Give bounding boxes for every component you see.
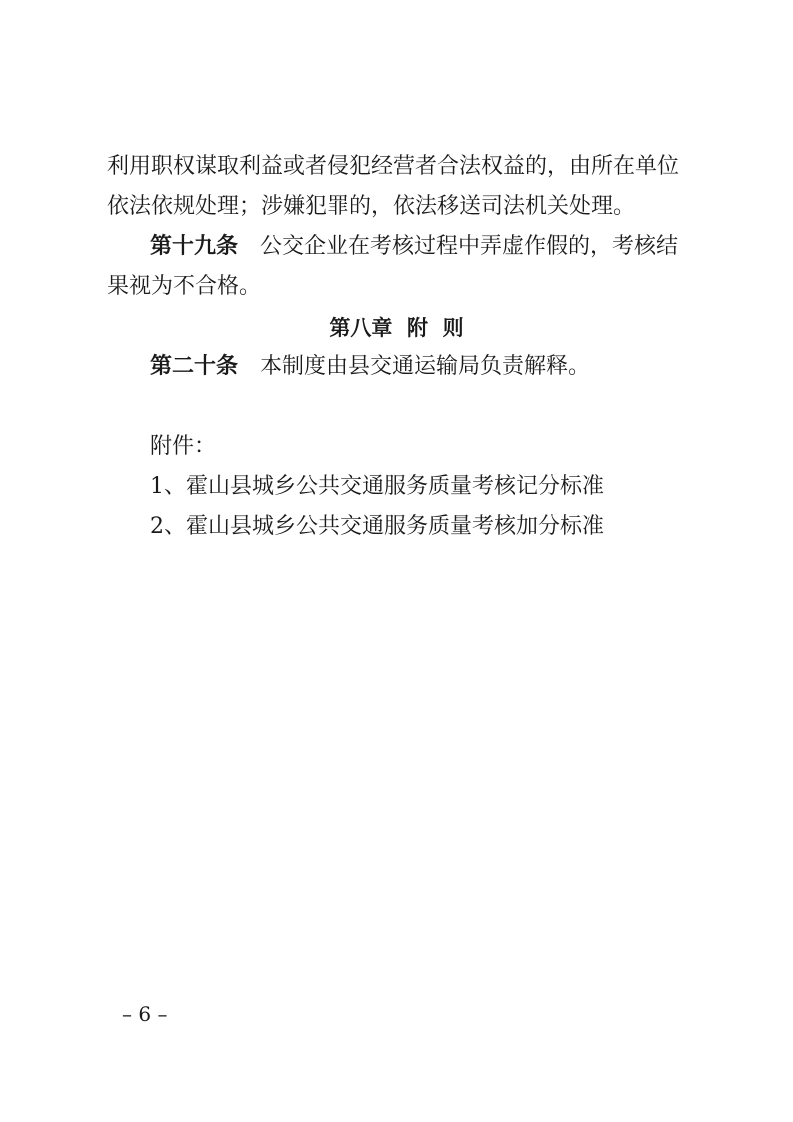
body-text-line: 依法依规处理；涉嫌犯罪的，依法移送司法机关处理。 — [107, 194, 636, 219]
body-text-line: 果视为不合格。 — [107, 274, 262, 299]
body-text-line: 利用职权谋取利益或者侵犯经营者合法权益的，由所在单位 — [107, 154, 680, 179]
article-19 — [150, 232, 730, 262]
article-20-label: 第二十条 — [150, 354, 239, 379]
article-20-text: 本制度由县交通运输局负责解释。 — [260, 354, 591, 379]
attachment-heading: 附件： — [150, 434, 217, 459]
attachment-item: 1、霍山县城乡公共交通服务质量考核记分标准 — [150, 474, 604, 499]
article-20 — [150, 352, 730, 382]
page-number: – 6 – — [122, 1002, 168, 1026]
chapter-heading: 第八章 附 则 — [329, 316, 464, 340]
article-19-text: 公交企业在考核过程中弄虚作假的，考核结 — [260, 234, 679, 259]
article-19-label: 第十九条 — [150, 234, 239, 259]
attachment-item: 2、霍山县城乡公共交通服务质量考核加分标准 — [150, 514, 604, 539]
